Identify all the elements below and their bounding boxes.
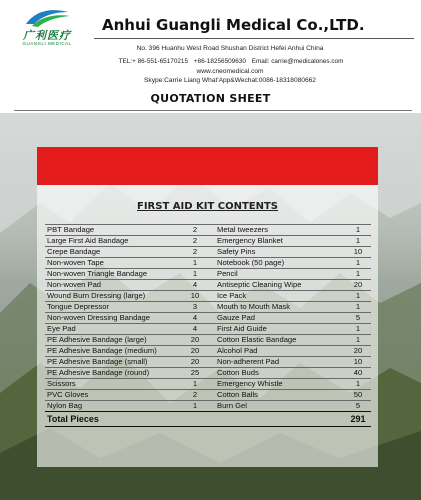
item-quantity: 1 [345,379,371,390]
item-name: Safety Pins [215,247,345,258]
table-row [45,346,371,357]
item-name: Crepe Bandage [45,247,175,258]
table-row [45,302,371,313]
table-row [45,291,371,302]
item-name: Non-woven Pad [45,280,175,291]
item-quantity: 2 [175,390,215,401]
item-name: Emergency Blanket [215,236,345,247]
item-name: Cotton Elastic Bandage [215,335,345,346]
item-name: Burn Gel [215,401,345,412]
letterhead [0,0,421,112]
item-name: Tongue Depressor [45,302,175,313]
sheet-title: QUOTATION SHEET [150,92,271,105]
table-row [45,335,371,346]
kit-contents-title: FIRST AID KIT CONTENTS [136,201,279,212]
table-row [45,269,371,280]
company-logo [8,8,86,48]
item-quantity: 10 [175,291,215,302]
logo-english-text: GUANGLI MEDICAL [22,41,72,46]
item-name: Non-adherent Pad [215,357,345,368]
item-name: Notebook (50 page) [215,258,345,269]
item-quantity: 20 [345,346,371,357]
empty-cell [215,412,345,427]
kit-contents-table [45,224,371,427]
item-quantity: 5 [345,313,371,324]
website-link[interactable]: www.cneomedical.com [196,68,264,75]
table-row [45,368,371,379]
item-name: Pencil [215,269,345,280]
item-quantity: 1 [345,324,371,335]
item-quantity: 4 [175,280,215,291]
item-name: Gauze Pad [215,313,345,324]
item-quantity: 2 [175,236,215,247]
item-quantity: 1 [345,236,371,247]
item-name: Eye Pad [45,324,175,335]
header-divider [94,38,414,39]
item-name: Alcohol Pad [215,346,345,357]
total-row [45,412,371,427]
item-quantity: 1 [175,269,215,280]
item-name: Non-woven Dressing Bandage [45,313,175,324]
item-quantity: 10 [345,247,371,258]
company-address: No. 396 Huanhu West Road Shushan District Hefei Anhui China [136,45,324,52]
item-name: Wound Burn Dressing (large) [45,291,175,302]
item-quantity: 10 [345,357,371,368]
item-name: PVC Gloves [45,390,175,401]
company-name: Anhui Guangli Medical Co.,LTD. [102,16,365,34]
item-name: PE Adhesive Bandage (small) [45,357,175,368]
item-name: PE Adhesive Bandage (medium) [45,346,175,357]
item-quantity: 1 [175,401,215,412]
item-name: PE Adhesive Bandage (round) [45,368,175,379]
logo-chinese-text: 广利医疗 [23,29,71,42]
table-row [45,280,371,291]
item-name: Scissors [45,379,175,390]
item-quantity: 40 [345,368,371,379]
swoosh-logo-icon [22,8,72,28]
item-name: Antiseptic Cleaning Wipe [215,280,345,291]
telephone-2: +86-18256509630 [193,58,246,65]
item-name: Non-woven Triangle Bandage [45,269,175,280]
first-aid-kit-card [37,147,378,467]
item-quantity: 1 [345,335,371,346]
item-quantity: 50 [345,390,371,401]
item-name: First Aid Guide [215,324,345,335]
item-quantity: 1 [345,302,371,313]
item-name: Nylon Bag [45,401,175,412]
table-row [45,225,371,236]
item-quantity: 4 [175,313,215,324]
item-name: Mouth to Mouth Mask [215,302,345,313]
item-quantity: 1 [345,258,371,269]
item-name: PE Adhesive Bandage (large) [45,335,175,346]
table-row [45,401,371,412]
item-name: Emergency Whistle [215,379,345,390]
email-address[interactable]: Email: carrie@medicalones.com [251,58,344,65]
item-name: PBT Bandage [45,225,175,236]
item-name: Non-woven Tape [45,258,175,269]
table-row [45,258,371,269]
telephone-1: TEL:+ 86-551-65170215 [118,58,189,65]
item-quantity: 1 [345,269,371,280]
red-banner [37,147,378,185]
table-row [45,379,371,390]
item-quantity: 5 [345,401,371,412]
table-row [45,313,371,324]
item-quantity: 25 [175,368,215,379]
item-quantity: 4 [175,324,215,335]
table-row [45,247,371,258]
item-quantity: 20 [345,280,371,291]
table-row [45,357,371,368]
item-quantity: 3 [175,302,215,313]
table-row [45,324,371,335]
item-quantity: 2 [175,225,215,236]
total-value: 291 [345,412,371,427]
table-row [45,390,371,401]
skype-wechat-line: Skype:Carrie Liang What'App&Wechat:0086-18318080662 [144,77,316,84]
total-label: Total Pieces [45,412,175,427]
item-quantity: 2 [175,247,215,258]
table-row [45,236,371,247]
item-quantity: 20 [175,335,215,346]
contact-line [66,58,396,65]
item-quantity: 1 [345,291,371,302]
item-quantity: 20 [175,357,215,368]
item-name: Cotton Balls [215,390,345,401]
item-quantity: 1 [175,258,215,269]
item-name: Ice Pack [215,291,345,302]
item-name: Cotton Buds [215,368,345,379]
item-quantity: 1 [175,379,215,390]
item-name: Metal tweezers [215,225,345,236]
title-divider [14,110,412,111]
item-name: Large First Aid Bandage [45,236,175,247]
item-quantity: 20 [175,346,215,357]
empty-cell [175,412,215,427]
item-quantity: 1 [345,225,371,236]
